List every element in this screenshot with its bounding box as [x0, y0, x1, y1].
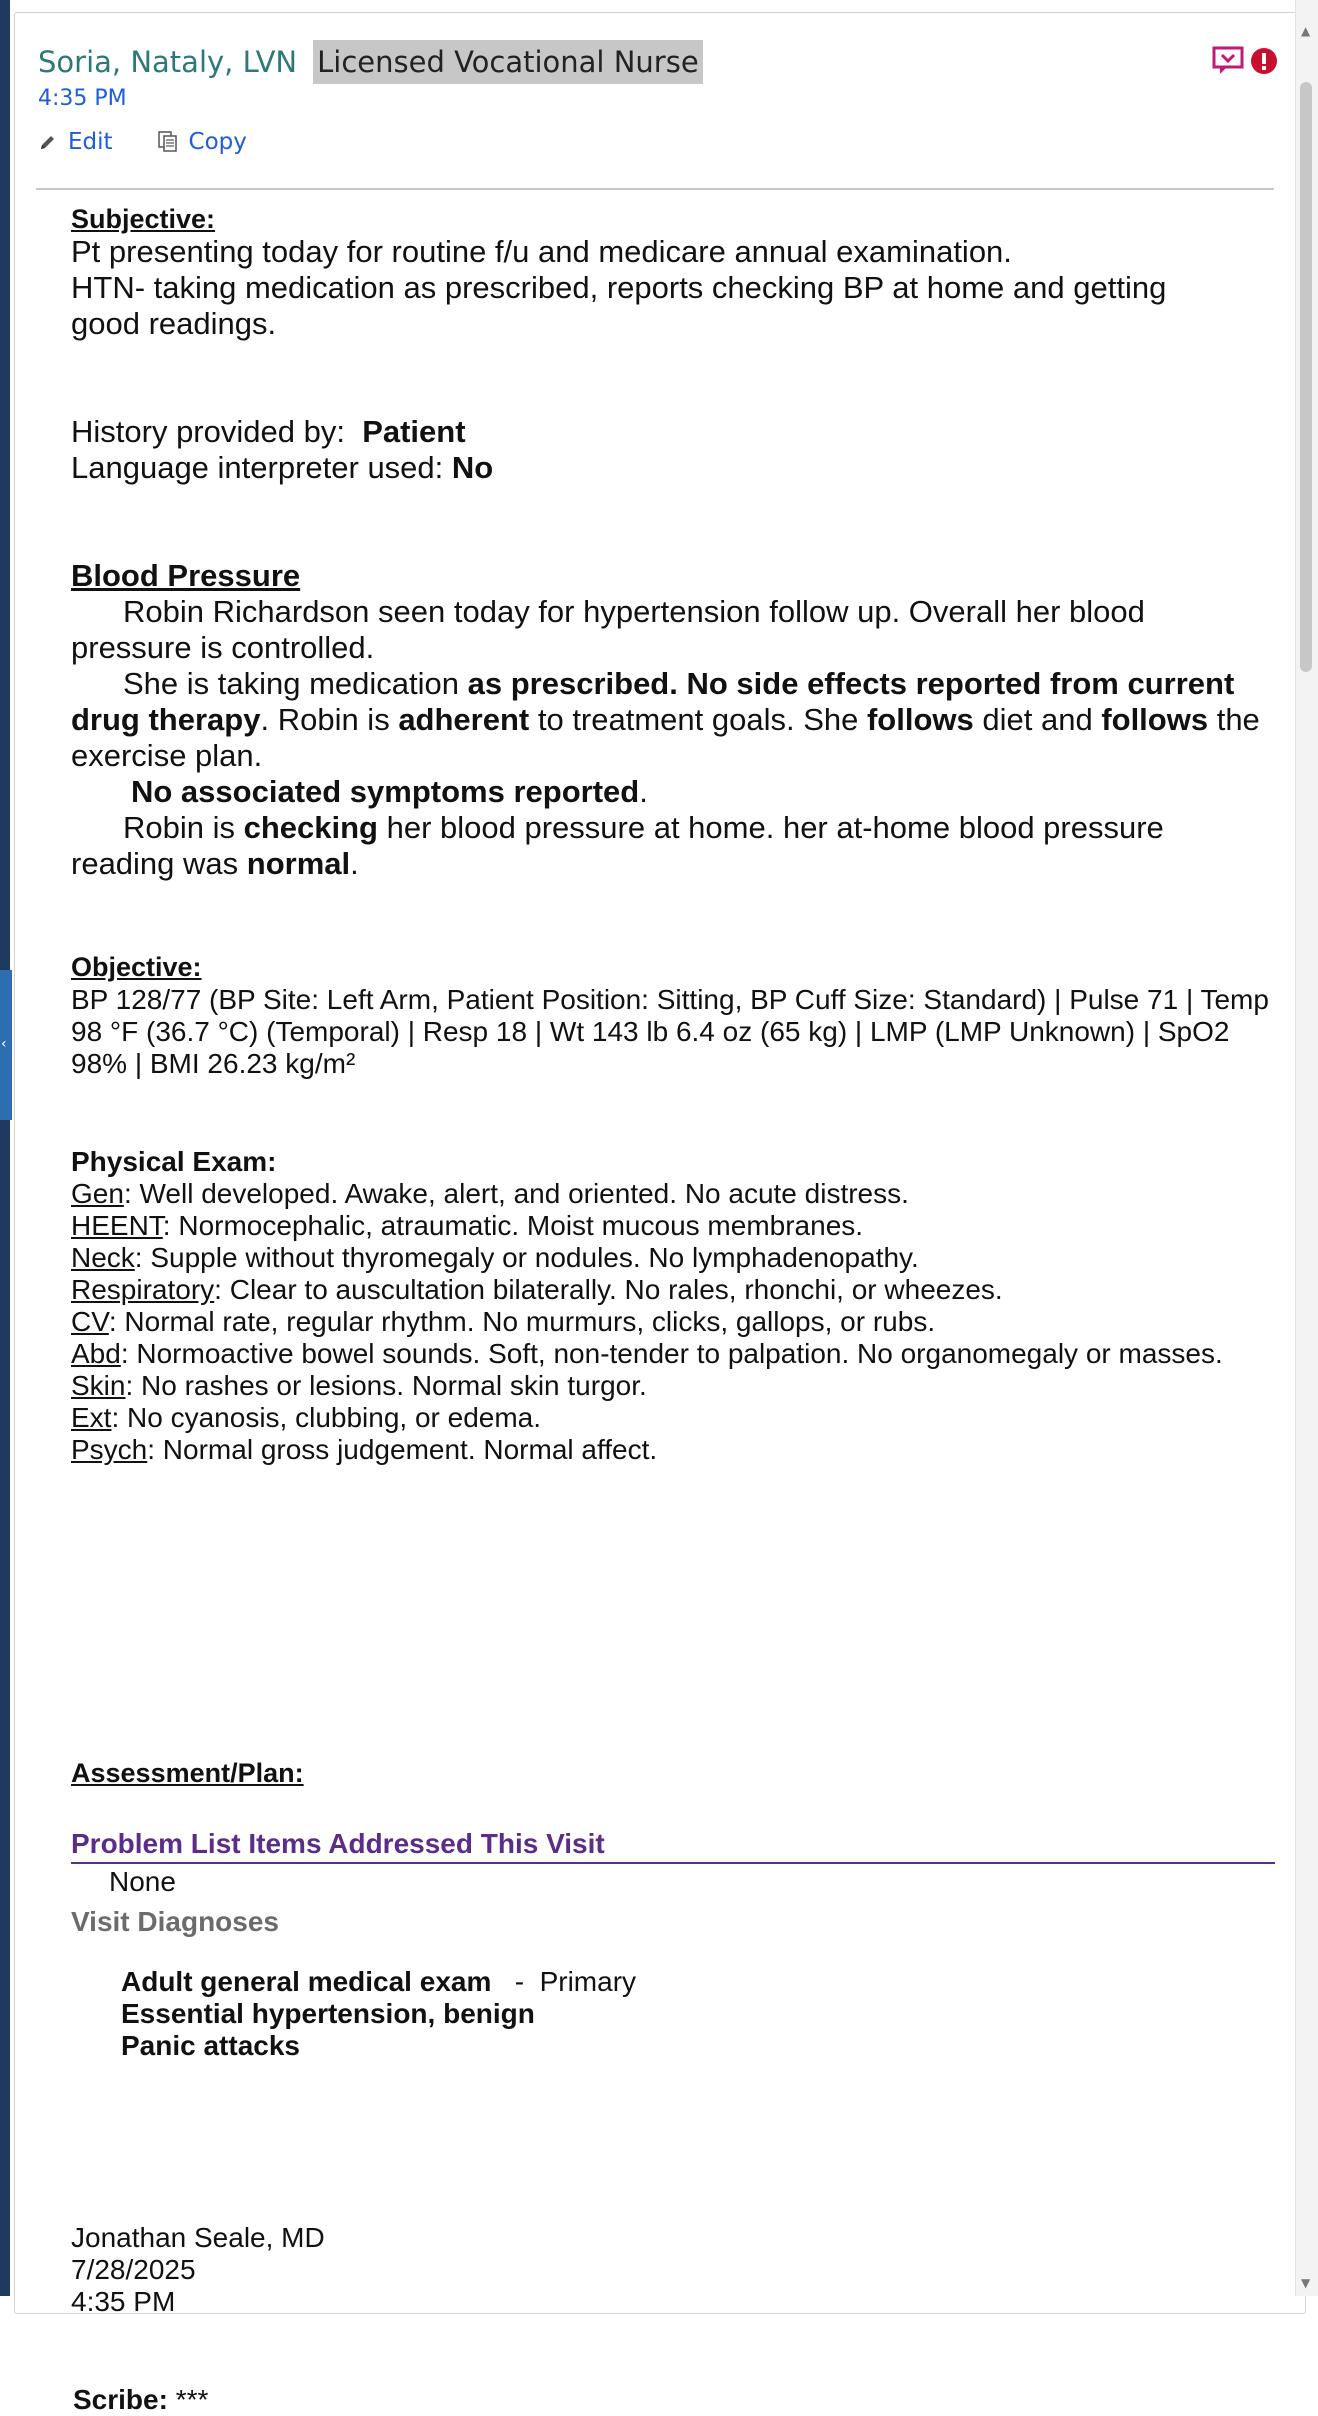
- note-time: 4:35 PM: [38, 86, 127, 111]
- bp-p4-c: her blood pressure at home. her at-home blood pressure reading was: [71, 810, 1164, 881]
- pencil-icon: [38, 132, 58, 152]
- bp-paragraph-3: [71, 774, 648, 810]
- exam-item: [71, 1306, 1231, 1338]
- chevron-left-icon: ‹: [1, 1036, 7, 1052]
- physical-exam-heading: Physical Exam:: [71, 1146, 277, 1177]
- blood-pressure-heading: Blood Pressure: [71, 558, 301, 593]
- physical-exam-list: [71, 1178, 1231, 1466]
- exam-item: [71, 1274, 1231, 1306]
- left-rail: [0, 0, 10, 2296]
- exam-text: : Normocephalic, atraumatic. Moist mucous membranes.: [162, 1210, 864, 1241]
- diagnosis-item: [121, 1998, 636, 2030]
- bp-p2-a: She is taking medication: [123, 666, 468, 701]
- assessment-heading: Assessment/Plan:: [71, 1758, 304, 1788]
- interpreter-value: No: [451, 450, 494, 485]
- exam-item: [71, 1402, 1231, 1434]
- status-icons: [1212, 46, 1278, 76]
- bp-p3-a: No associated symptoms reported: [131, 774, 640, 809]
- exam-label: Gen: [71, 1178, 124, 1209]
- signature-time: 4:35 PM: [71, 2286, 176, 2317]
- exam-text: : Clear to auscultation bilaterally. No rales, rhonchi, or wheezes.: [214, 1274, 1003, 1305]
- author-name[interactable]: Soria, Nataly, LVN: [38, 45, 298, 79]
- exam-text: : Normoactive bowel sounds. Soft, non-tender to palpation. No organomegaly or masses.: [120, 1338, 1223, 1369]
- exam-text: : No rashes or lesions. Normal skin turgor.: [125, 1370, 647, 1401]
- diagnosis-name: Essential hypertension, benign: [121, 1998, 535, 2029]
- exam-label: Respiratory: [71, 1274, 215, 1305]
- exam-text: : Supple without thyromegaly or nodules. No lymphadenopathy.: [134, 1242, 919, 1273]
- bp-p4-b: checking: [243, 810, 378, 845]
- bp-p2-f: adherent: [398, 702, 530, 737]
- bp-p1-text: Robin Richardson seen today for hypertension follow up. Overall her blood pressure is controlled.: [71, 594, 1145, 665]
- bp-p2-c: .: [669, 666, 687, 701]
- signature-date: 7/28/2025: [71, 2254, 196, 2285]
- error-alert-icon[interactable]: [1250, 47, 1278, 75]
- diagnosis-item: [121, 2030, 636, 2062]
- subjective-heading: Subjective:: [71, 204, 216, 234]
- bp-p2-d: No side effects reported from current drug therapy: [71, 666, 1235, 737]
- exam-label: Ext: [71, 1402, 112, 1433]
- problem-list-value: None: [109, 1866, 176, 1897]
- scribe-label: Scribe:: [73, 2384, 168, 2415]
- chat-alert-icon[interactable]: [1212, 46, 1246, 76]
- problem-list-divider: [71, 1862, 1275, 1864]
- subjective-line2: HTN- taking medication as prescribed, reports checking BP at home and getting good readings.: [71, 270, 1167, 341]
- exam-label: Skin: [71, 1370, 126, 1401]
- bp-p4-a: Robin is: [123, 810, 244, 845]
- scribe-value: ***: [167, 2384, 209, 2415]
- bp-p2-e: . Robin is: [260, 702, 399, 737]
- note-header: [38, 40, 1278, 155]
- interpreter-used: [71, 450, 493, 486]
- header-divider: [36, 188, 1274, 190]
- exam-label: Abd: [71, 1338, 121, 1369]
- exam-text: : Normal rate, regular rhythm. No murmurs, clicks, gallops, or rubs.: [108, 1306, 936, 1337]
- scrollbar-thumb[interactable]: [1300, 82, 1312, 672]
- bp-p4-d: normal: [246, 846, 351, 881]
- history-label: History provided by:: [71, 414, 345, 449]
- bp-p2-h: follows: [866, 702, 974, 737]
- exam-label: HEENT: [71, 1210, 163, 1241]
- bp-p2-k: the exercise plan.: [71, 702, 1260, 773]
- sidebar-collapse-handle[interactable]: [0, 970, 12, 1120]
- bp-p4-e: .: [350, 846, 359, 881]
- bp-p2-j: follows: [1101, 702, 1209, 737]
- visit-diagnoses-title: Visit Diagnoses: [71, 1906, 280, 1937]
- bp-p3-b: .: [639, 774, 648, 809]
- vitals-text: BP 128/77 (BP Site: Left Arm, Patient Position: Sitting, BP Cuff Size: Standard) | Pulse 71 | Temp 98 °F (36.7 °C) (Temporal) | Resp 18 | Wt 143 lb 6.4 oz (65 kg) | LMP (LMP Unknown) | SpO2 98% | BMI 26.23 kg/m²: [71, 984, 1269, 1079]
- interpreter-label: Language interpreter used:: [71, 450, 444, 485]
- exam-item: [71, 1370, 1231, 1402]
- exam-text: : Normal gross judgement. Normal affect.: [147, 1434, 658, 1465]
- exam-text: : No cyanosis, clubbing, or edema.: [111, 1402, 542, 1433]
- exam-item: [71, 1338, 1231, 1370]
- diagnosis-name: Panic attacks: [121, 2030, 300, 2061]
- exam-label: Neck: [71, 1242, 135, 1273]
- exam-item: [71, 1210, 1231, 1242]
- scribe-line: [73, 2384, 208, 2416]
- diagnosis-name: Adult general medical exam: [121, 1966, 492, 1997]
- vertical-scrollbar[interactable]: [1295, 0, 1318, 2296]
- scroll-up-icon[interactable]: ▲: [1301, 24, 1311, 38]
- edit-label: Edit: [68, 129, 113, 155]
- signature-name: Jonathan Seale, MD: [71, 2222, 325, 2253]
- exam-item: [71, 1434, 1231, 1466]
- diagnosis-list: [121, 1966, 636, 2062]
- diagnosis-suffix: - Primary: [491, 1966, 637, 1997]
- subjective-line1: Pt presenting today for routine f/u and medicare annual examination.: [71, 234, 1012, 269]
- bp-paragraph-2: [71, 666, 1281, 774]
- exam-item: [71, 1178, 1231, 1210]
- bp-p2-g: to treatment goals. She: [529, 702, 867, 737]
- problem-list-title: Problem List Items Addressed This Visit: [71, 1828, 605, 1859]
- author-role: Licensed Vocational Nurse: [313, 40, 703, 84]
- problem-list-section: [71, 1828, 1275, 1938]
- exam-label: Psych: [71, 1434, 148, 1465]
- exam-text: : Well developed. Awake, alert, and oriented. No acute distress.: [123, 1178, 909, 1209]
- copy-label: Copy: [188, 129, 247, 155]
- signature-block: [71, 2222, 325, 2318]
- bp-p2-i: diet and: [973, 702, 1102, 737]
- exam-label: CV: [71, 1306, 109, 1337]
- copy-icon: [157, 130, 179, 154]
- bp-p2-b: as prescribed: [467, 666, 670, 701]
- edit-button[interactable]: [38, 129, 113, 155]
- history-value: Patient: [362, 414, 466, 449]
- diagnosis-item: [121, 1966, 636, 1998]
- history-provided: [71, 414, 466, 450]
- scroll-down-icon[interactable]: ▼: [1301, 2276, 1311, 2290]
- exam-item: [71, 1242, 1231, 1274]
- bp-paragraph-4: [71, 810, 1271, 882]
- copy-button[interactable]: [157, 129, 247, 155]
- objective-heading: Objective:: [71, 952, 202, 982]
- bp-paragraph-1: [71, 594, 1271, 666]
